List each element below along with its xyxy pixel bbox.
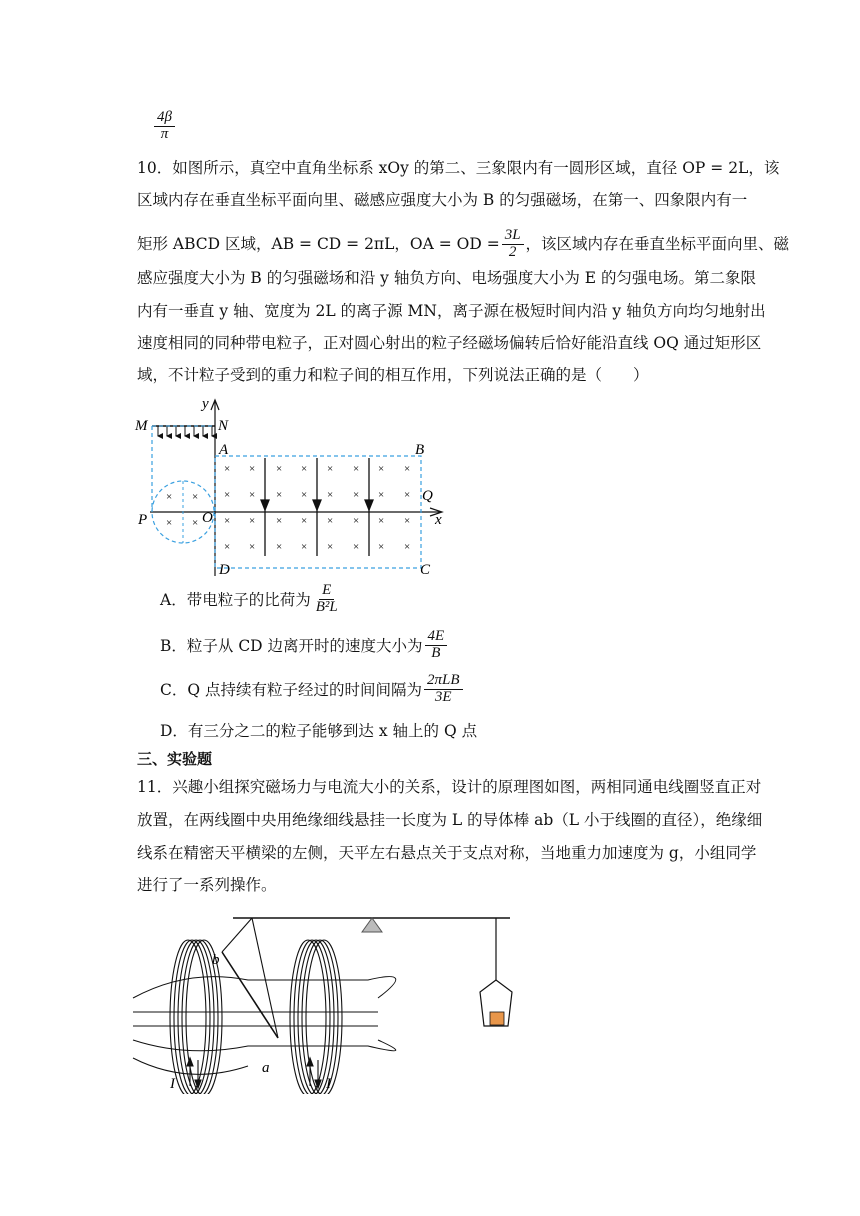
q10-line-6: 速度相同的同种带电粒子，正对圆心射出的粒子经磁场偏转后恰好能沿直线 OQ 通过矩形区 <box>137 334 762 352</box>
fraction-numerator: 2πLB <box>424 673 463 690</box>
cross-mark: × <box>249 541 256 553</box>
option-a[interactable] <box>160 583 343 616</box>
balance-pivot <box>362 918 382 932</box>
cross-mark: × <box>301 489 308 501</box>
cross-mark: × <box>378 541 385 553</box>
cross-mark: × <box>276 541 283 553</box>
option-c[interactable] <box>160 673 465 706</box>
label-b: B <box>415 442 425 458</box>
fraction-denominator: 3E <box>434 688 452 705</box>
cross-mark: × <box>404 515 411 527</box>
option-a-text: A．带电粒子的比荷为 <box>160 591 311 610</box>
q10-line-3 <box>137 227 790 261</box>
cross-mark: × <box>276 489 283 501</box>
fraction-numerator: E <box>319 583 334 600</box>
cross-mark: × <box>327 515 334 527</box>
label-b-rod: b <box>212 952 220 968</box>
cross-mark: × <box>327 541 334 553</box>
fraction-numerator: 4E <box>425 629 448 646</box>
fraction-denominator: 2 <box>508 243 517 260</box>
cross-mark: × <box>276 515 283 527</box>
fraction-numerator: 4β <box>154 110 175 127</box>
cross-mark: × <box>224 489 231 501</box>
ion-source-arrows <box>158 426 212 436</box>
cross-mark: × <box>166 491 173 503</box>
oa-fraction <box>502 228 524 261</box>
cross-mark: × <box>249 489 256 501</box>
cross-mark: × <box>192 491 199 503</box>
label-m: M <box>135 418 148 434</box>
conductor-rod-ab <box>222 952 278 1038</box>
cross-mark: × <box>224 515 231 527</box>
q11-line-4: 进行了一系列操作。 <box>137 876 277 894</box>
q10-line-3a: 矩形 ABCD 区域，AB = CD = 2πL，OA = OD = <box>137 235 500 254</box>
q10-line-5: 内有一垂直 y 轴、宽度为 2L 的离子源 MN，离子源在极短时间内沿 y 轴负方向均匀地射出 <box>137 302 766 320</box>
insulating-thread <box>222 918 252 952</box>
label-q: Q <box>422 488 433 504</box>
cross-mark: × <box>353 489 360 501</box>
cross-mark: × <box>249 463 256 475</box>
cross-mark: × <box>353 541 360 553</box>
q10-line-3b: ，该区域内存在垂直坐标平面向里、磁 <box>525 235 790 254</box>
cross-mark: × <box>249 515 256 527</box>
cross-mark: × <box>301 541 308 553</box>
fraction-denominator: B <box>431 644 441 661</box>
option-b-fraction <box>425 629 448 662</box>
q11-line-2: 放置，在两线圈中央用绝缘细线悬挂一长度为 L 的导体棒 ab（L 小于线圈的直径），绝缘细 <box>137 811 763 829</box>
label-i-left: I <box>170 1076 175 1092</box>
cross-mark: × <box>404 541 411 553</box>
option-c-text: C．Q 点持续有粒子经过的时间间隔为 <box>160 681 422 700</box>
q10-line-2: 区域内存在垂直坐标平面向里、磁感应强度大小为 B 的匀强磁场，在第一、四象限内有一 <box>137 191 748 209</box>
weight-block <box>490 1012 504 1025</box>
q10-line-4: 感应强度大小为 B 的匀强磁场和沿 y 轴负方向、电场强度大小为 E 的匀强电场。第二象限 <box>137 269 757 287</box>
cross-mark: × <box>378 463 385 475</box>
option-d[interactable] <box>160 719 477 741</box>
prev-answer-fraction <box>154 110 175 143</box>
option-d-text: D．有三分之二的粒子能够到达 x 轴上的 Q 点 <box>160 722 478 740</box>
label-a-rod: a <box>262 1060 270 1076</box>
q10-line-7: 域，不计粒子受到的重力和粒子间的相互作用，下列说法正确的是（ ） <box>137 366 649 384</box>
label-p: P <box>138 512 148 528</box>
insulating-thread <box>252 918 278 1038</box>
label-n: N <box>218 418 229 434</box>
cross-mark: × <box>404 463 411 475</box>
q11-line-3: 线系在精密天平横梁的左侧，天平左右悬点关于支点对称，当地重力加速度为 g，小组同学 <box>137 844 757 862</box>
label-c: C <box>420 562 431 578</box>
q10-line-1: 10．如图所示，真空中直角坐标系 xOy 的第二、三象限内有一圆形区域，直径 OP = 2L，该 <box>137 159 780 177</box>
cross-mark: × <box>301 515 308 527</box>
cross-mark: × <box>192 517 199 529</box>
fraction-denominator: π <box>160 125 169 142</box>
y-label: y <box>202 396 209 412</box>
cross-mark: × <box>327 463 334 475</box>
q11-figure <box>128 908 528 1094</box>
q11-line-1: 11．兴趣小组探究磁场力与电流大小的关系，设计的原理图如图，两相同通电线圈竖直正对 <box>137 778 762 796</box>
cross-mark: × <box>276 463 283 475</box>
option-b[interactable] <box>160 629 449 662</box>
fraction-denominator: B²L <box>315 598 338 615</box>
q10-figure <box>130 392 450 582</box>
label-a: A <box>219 442 229 458</box>
right-coil <box>290 940 342 1094</box>
cross-mark: × <box>353 463 360 475</box>
x-label: x <box>435 512 442 528</box>
label-i-right: I <box>326 1076 331 1092</box>
label-o: O <box>202 510 213 526</box>
cross-mark: × <box>404 489 411 501</box>
cross-mark: × <box>301 463 308 475</box>
cross-mark: × <box>327 489 334 501</box>
label-d: D <box>219 562 230 578</box>
cross-mark: × <box>224 463 231 475</box>
cross-mark: × <box>378 489 385 501</box>
cross-mark: × <box>224 541 231 553</box>
option-b-text: B．粒子从 CD 边离开时的速度大小为 <box>160 637 423 656</box>
cross-mark: × <box>378 515 385 527</box>
option-a-fraction <box>313 583 341 616</box>
option-c-fraction <box>424 673 463 706</box>
fraction-numerator: 3L <box>502 228 524 245</box>
cross-mark: × <box>353 515 360 527</box>
section-title: 三、实验题 <box>137 750 213 768</box>
cross-mark: × <box>166 517 173 529</box>
